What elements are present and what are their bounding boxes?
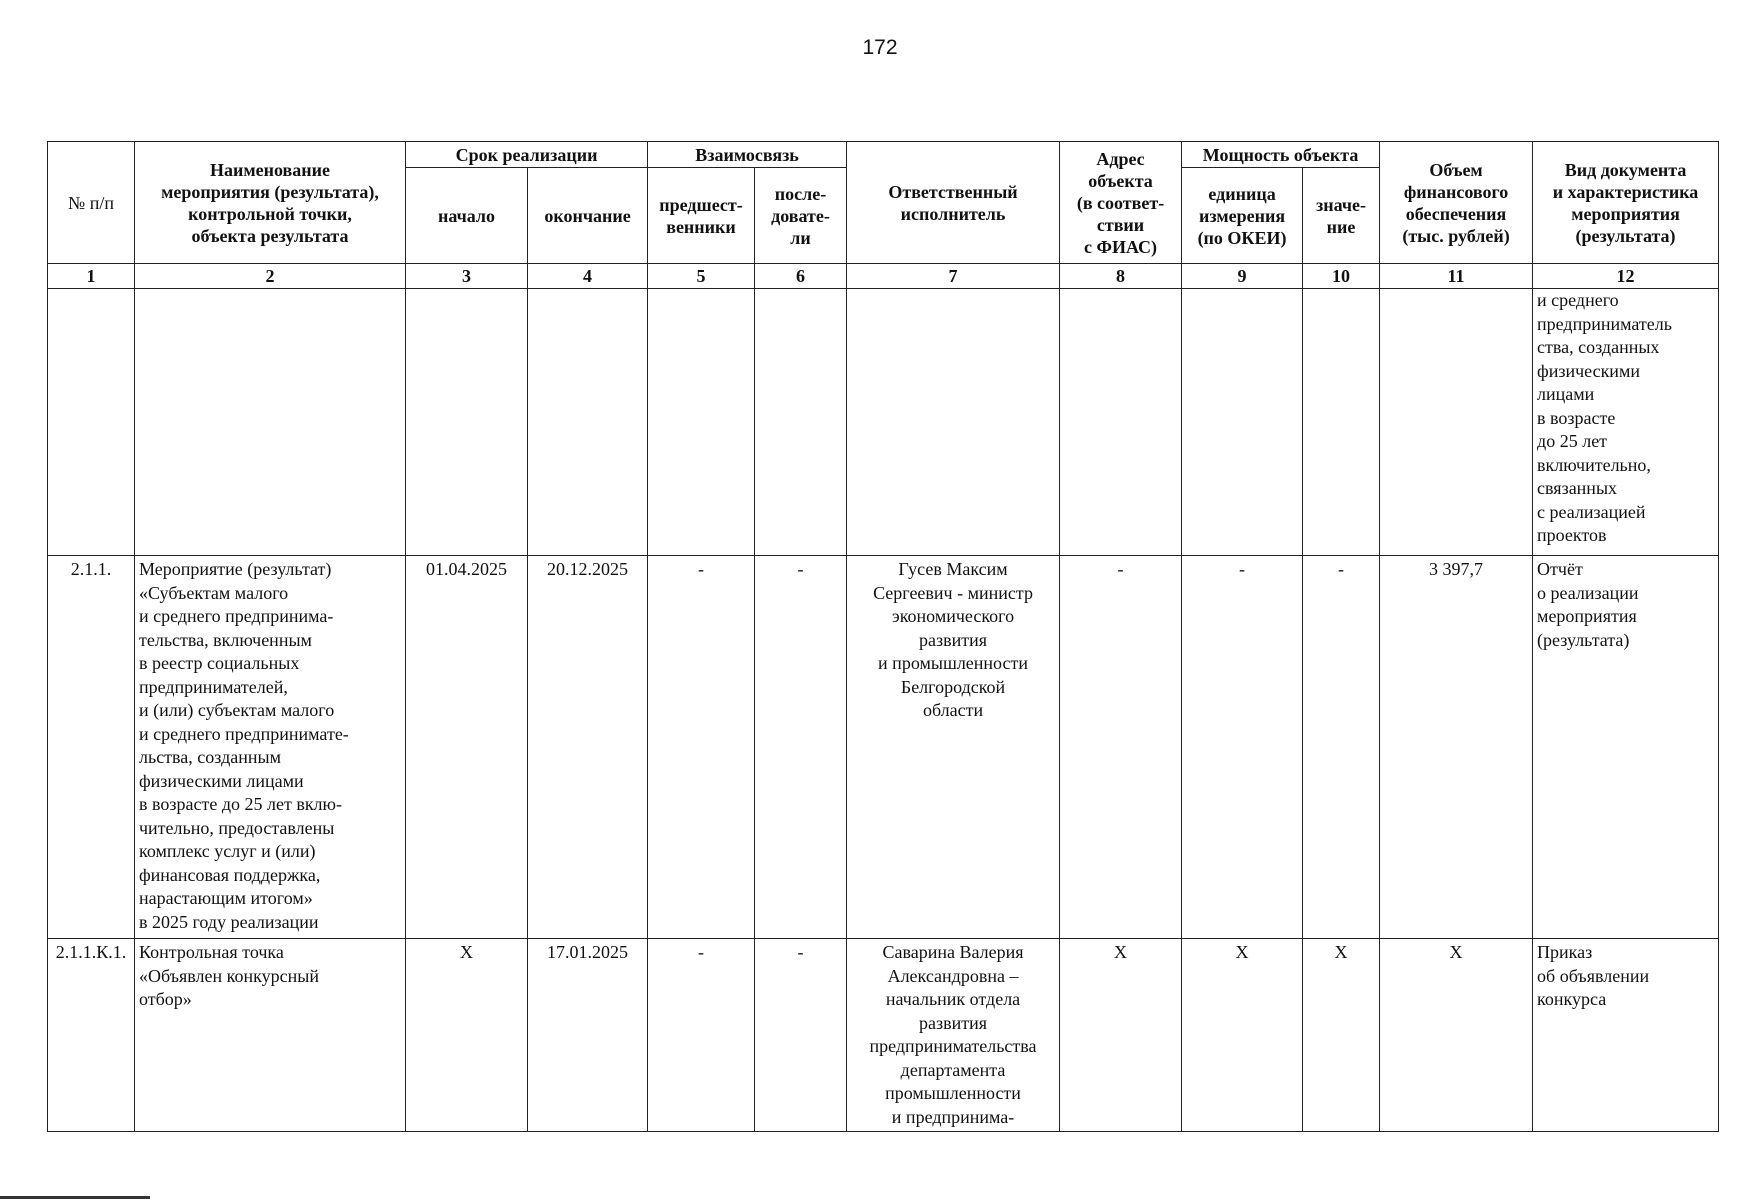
plan-table: [47, 141, 1719, 1132]
page-number: 172: [862, 36, 898, 59]
cell-responsible: Гусев Максим Сергеевич - министр экономического развития и промышленности Белгородской области: [847, 556, 1060, 939]
column-number: 9: [1182, 264, 1303, 289]
cell-no: 2.1.1.: [48, 556, 135, 939]
cell-address: Х: [1060, 939, 1182, 1132]
cell-responsible: Саварина Валерия Александровна – начальник отдела развития предпринимательства департамента промышленности и предпринима-: [847, 939, 1060, 1132]
cell-predecessors: -: [648, 556, 755, 939]
cell-end: 17.01.2025: [528, 939, 648, 1132]
column-number: 4: [528, 264, 648, 289]
header-doc: Вид документа и характеристика мероприятия (результата): [1533, 142, 1719, 264]
cell-value: -: [1303, 556, 1380, 939]
cell-address: -: [1060, 556, 1182, 939]
header-relation: Взаимосвязь: [648, 142, 847, 168]
cell-value: [1303, 289, 1380, 556]
cell-unit: -: [1182, 556, 1303, 939]
cell-end: 20.12.2025: [528, 556, 648, 939]
cell-value: Х: [1303, 939, 1380, 1132]
cell-doc: Отчёт о реализации мероприятия (результата): [1533, 556, 1719, 939]
header-period-start: начало: [406, 168, 528, 264]
header-successors: после- довате- ли: [755, 168, 847, 264]
cell-end: [528, 289, 648, 556]
cell-successors: -: [755, 939, 847, 1132]
cell-start: 01.04.2025: [406, 556, 528, 939]
header-name: Наименование мероприятия (результата), контрольной точки, объекта результата: [135, 142, 406, 264]
column-number: 6: [755, 264, 847, 289]
cell-name: Мероприятие (результат) «Субъектам малого и среднего предпринима- тельства, включенным в реестр социальных предпринимателей, и (или) субъектам малого и среднего предпринимате- льства, созданным физическими лицами в возрасте до 25 лет вклю- чительно, предоставлены комплекс услуг и (или) финансовая поддержка, нарастающим итогом» в 2025 году реализации: [135, 556, 406, 939]
cell-predecessors: [648, 289, 755, 556]
cell-unit: [1182, 289, 1303, 556]
column-number: 8: [1060, 264, 1182, 289]
header-finance: Объем финансового обеспечения (тыс. рублей): [1380, 142, 1533, 264]
header-address: Адрес объекта (в соответ- ствии с ФИАС): [1060, 142, 1182, 264]
column-number: 12: [1533, 264, 1719, 289]
column-number: 1: [48, 264, 135, 289]
cell-name: Контрольная точка «Объявлен конкурсный отбор»: [135, 939, 406, 1132]
column-number: 7: [847, 264, 1060, 289]
table-row: [48, 556, 1719, 939]
cell-address: [1060, 289, 1182, 556]
cell-finance: [1380, 289, 1533, 556]
cell-start: Х: [406, 939, 528, 1132]
cell-responsible: [847, 289, 1060, 556]
cell-successors: [755, 289, 847, 556]
table-row: [48, 939, 1719, 1132]
column-number: 2: [135, 264, 406, 289]
table-row: [48, 289, 1719, 556]
cell-finance: Х: [1380, 939, 1533, 1132]
header-unit: единица измерения (по ОКЕИ): [1182, 168, 1303, 264]
header-period: Срок реализации: [406, 142, 648, 168]
cell-no: 2.1.1.К.1.: [48, 939, 135, 1132]
column-number: 10: [1303, 264, 1380, 289]
header-responsible: Ответственный исполнитель: [847, 142, 1060, 264]
cell-unit: Х: [1182, 939, 1303, 1132]
cell-doc: Приказ об объявлении конкурса: [1533, 939, 1719, 1132]
cell-no: [48, 289, 135, 556]
cell-start: [406, 289, 528, 556]
column-number: 3: [406, 264, 528, 289]
cell-predecessors: -: [648, 939, 755, 1132]
cell-name: [135, 289, 406, 556]
header-period-end: окончание: [528, 168, 648, 264]
header-capacity: Мощность объекта: [1182, 142, 1380, 168]
header-value: значе- ние: [1303, 168, 1380, 264]
cell-doc: и среднего предприниматель ства, созданных физическими лицами в возрасте до 25 лет включительно, связанных с реализацией проектов: [1533, 289, 1719, 556]
column-number: 11: [1380, 264, 1533, 289]
header-predecessors: предшест- венники: [648, 168, 755, 264]
page-bottom-rule: [0, 1196, 150, 1199]
cell-finance: 3 397,7: [1380, 556, 1533, 939]
column-number: 5: [648, 264, 755, 289]
cell-successors: -: [755, 556, 847, 939]
header-no: № п/п: [48, 142, 135, 264]
